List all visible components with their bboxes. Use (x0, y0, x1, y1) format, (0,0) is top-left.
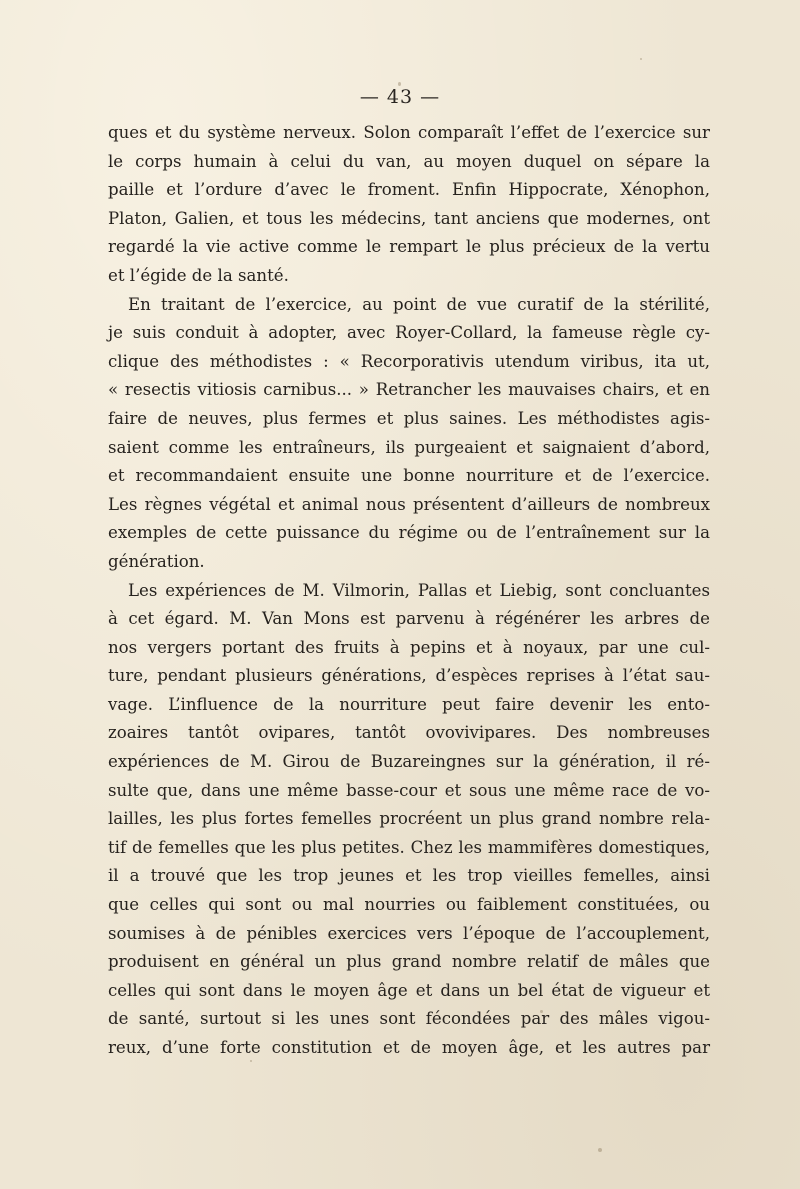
text-line: zoaires tantôt ovipares, tantôt ovovivipares. Des nombreuses (108, 723, 710, 743)
text-line: et recommandaient ensuite une bonne nourriture et de l’exercice. (108, 466, 710, 486)
text-line: clique des méthodistes : « Recorporativis utendum viribus, ita ut, (108, 351, 710, 371)
text-line: ture, pendant plusieurs générations, d’espèces reprises à l’état sau- (108, 666, 710, 686)
text-line: de santé, surtout si les unes sont fécondées par des mâles vigou- (108, 1009, 710, 1029)
text-line: reux, d’une forte constitution et de moyen âge, et les autres par (108, 1038, 710, 1057)
text-line: génération. (108, 551, 205, 571)
text-line: expériences de M. Girou de Buzareingnes sur la génération, il ré- (108, 752, 710, 772)
text-line: Platon, Galien, et tous les médecins, tant anciens que modernes, ont (108, 208, 710, 228)
text-line: lailles, les plus fortes femelles procréent un plus grand nombre rela- (108, 809, 710, 829)
text-line: vage. L’influence de la nourriture peut faire devenir les ento- (108, 694, 710, 714)
body-text (108, 119, 710, 1063)
text-line: exemples de cette puissance du régime ou de l’entraînement sur la (108, 523, 710, 543)
text-line: il a trouvé que les trop jeunes et les trop vieilles femelles, ainsi (108, 866, 710, 886)
text-line: soumises à de pénibles exercices vers l’époque de l’accouplement, (108, 923, 710, 943)
text-line: tif de femelles que les plus petites. Chez les mammifères domestiques, (108, 837, 710, 857)
paper-speck (640, 58, 642, 60)
text-line: celles qui sont dans le moyen âge et dans un bel état de vigueur et (108, 980, 710, 1000)
text-line: à cet égard. M. Van Mons est parvenu à régénérer les arbres de (108, 609, 710, 629)
text-line: ques et du système nerveux. Solon comparaît l’effet de l’exercice sur (108, 123, 710, 142)
page-number: — 43 — (359, 86, 441, 108)
text-line: « resectis vitiosis carnibus... » Retrancher les mauvaises chairs, et en (108, 380, 710, 400)
text-line: paille et l’ordure d’avec le froment. Enfin Hippocrate, Xénophon, (108, 180, 710, 200)
text-line: Les expériences de M. Vilmorin, Pallas et Liebig, sont concluantes (128, 580, 710, 600)
text-line: regardé la vie active comme le rempart le plus précieux de la vertu (108, 237, 710, 257)
text-line: que celles qui sont ou mal nourries ou faiblement constituées, ou (108, 895, 710, 915)
text-line: je suis conduit à adopter, avec Royer-Collard, la fameuse règle cy- (108, 323, 710, 343)
text-line: sulte que, dans une même basse-cour et sous une même race de vo- (108, 780, 710, 800)
text-line: saient comme les entraîneurs, ils purgeaient et saignaient d’abord, (108, 437, 710, 457)
text-line: le corps humain à celui du van, au moyen duquel on sépare la (108, 151, 710, 171)
text-line: et l’égide de la santé. (108, 265, 289, 285)
text-line: Les règnes végétal et animal nous présentent d’ailleurs de nombreux (108, 494, 710, 514)
text-line: faire de neuves, plus fermes et plus saines. Les méthodistes agis- (108, 408, 710, 428)
text-line: nos vergers portant des fruits à pepins et à noyaux, par une cul- (108, 637, 710, 657)
paper-speck (598, 1148, 602, 1152)
text-line: En traitant de l’exercice, au point de vue curatif de la stérilité, (128, 294, 710, 314)
text-line: produisent en général un plus grand nombre relatif de mâles que (108, 952, 710, 972)
